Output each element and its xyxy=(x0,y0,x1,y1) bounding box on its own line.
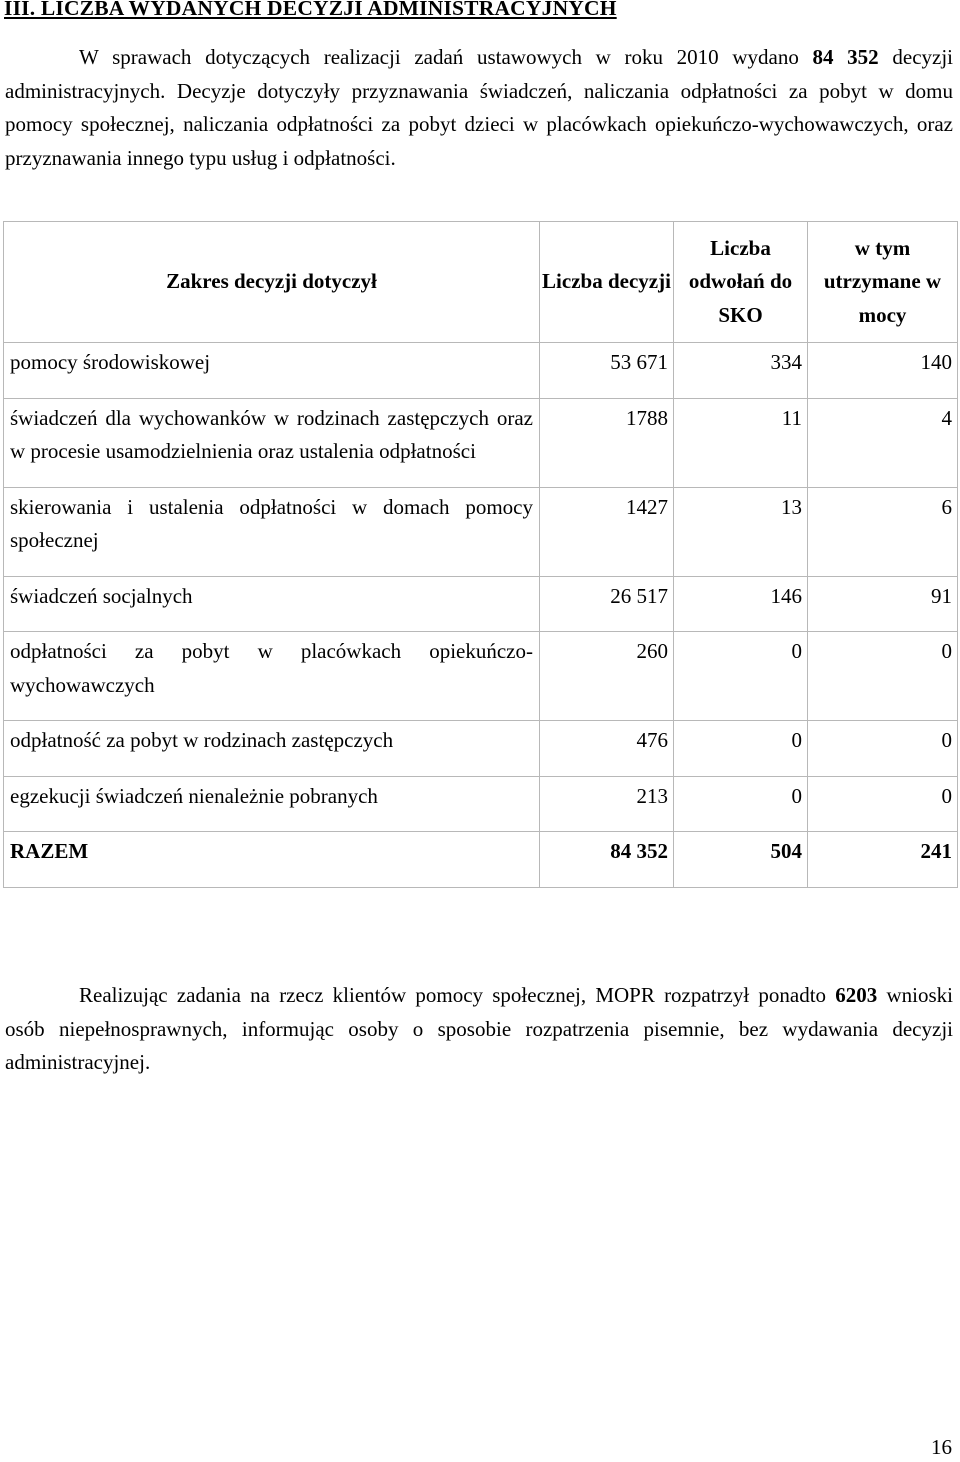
row-appeals-count: 0 xyxy=(674,632,808,721)
row-appeals-count: 0 xyxy=(674,776,808,832)
row-decision-count: 260 xyxy=(540,632,674,721)
row-range: egzekucji świadczeń nienależnie pobranych xyxy=(4,776,540,832)
row-appeals-count: 334 xyxy=(674,343,808,399)
row-range: świadczeń socjalnych xyxy=(4,576,540,632)
total-upheld-count: 241 xyxy=(808,832,958,888)
table-row xyxy=(4,487,958,576)
header-decision-count: Liczba decyzji xyxy=(540,222,674,343)
row-upheld-count: 140 xyxy=(808,343,958,399)
intro-text-before: W sprawach dotyczących realizacji zadań ustawowych w roku 2010 wydano xyxy=(79,45,799,69)
row-range: odpłatności za pobyt w placówkach opiekuńczo-wychowawczych xyxy=(4,632,540,721)
header-upheld-count: w tym utrzymane w mocy xyxy=(808,222,958,343)
closing-applications-count: 6203 xyxy=(835,983,878,1007)
table-row xyxy=(4,776,958,832)
row-range: świadczeń dla wychowanków w rodzinach zastępczych oraz w procesie usamodzielnienia oraz ustalenia odpłatności xyxy=(4,398,540,487)
row-appeals-count: 0 xyxy=(674,721,808,777)
total-label: RAZEM xyxy=(4,832,540,888)
table-row xyxy=(4,398,958,487)
row-decision-count: 476 xyxy=(540,721,674,777)
intro-total-decisions: 84 352 xyxy=(812,45,879,69)
row-appeals-count: 11 xyxy=(674,398,808,487)
header-range: Zakres decyzji dotyczył xyxy=(4,222,540,343)
table-header-row xyxy=(4,222,958,343)
closing-text-before: Realizując zadania na rzecz klientów pomocy społecznej, MOPR rozpatrzył ponadto xyxy=(79,983,827,1007)
row-decision-count: 1427 xyxy=(540,487,674,576)
intro-text-after: decyzji administracyjnych. Decyzje dotyczyły przyznawania świadczeń, naliczania odpłatności za pobyt w domu pomocy społecznej, naliczania odpłatności za pobyt dzieci w placówkach opiekuńczo-wychowawczych, oraz przyznawania innego typu usług i odpłatności. xyxy=(5,45,954,170)
row-upheld-count: 0 xyxy=(808,776,958,832)
row-decision-count: 1788 xyxy=(540,398,674,487)
table-row xyxy=(4,632,958,721)
table-row xyxy=(4,576,958,632)
intro-paragraph xyxy=(5,41,953,175)
row-upheld-count: 4 xyxy=(808,398,958,487)
section-heading: III. LICZBA WYDANYCH DECYZJI ADMINISTRACYJNYCH xyxy=(4,0,617,20)
total-decision-count: 84 352 xyxy=(540,832,674,888)
closing-text-after: wnioski osób niepełnosprawnych, informując osoby o sposobie rozpatrzenia pisemnie, bez wydawania decyzji administracyjnej. xyxy=(5,983,954,1074)
header-appeals-count: Liczba odwołań do SKO xyxy=(674,222,808,343)
row-decision-count: 26 517 xyxy=(540,576,674,632)
row-upheld-count: 0 xyxy=(808,632,958,721)
row-appeals-count: 146 xyxy=(674,576,808,632)
row-decision-count: 53 671 xyxy=(540,343,674,399)
table-row xyxy=(4,343,958,399)
row-range: pomocy środowiskowej xyxy=(4,343,540,399)
row-decision-count: 213 xyxy=(540,776,674,832)
row-range: odpłatność za pobyt w rodzinach zastępczych xyxy=(4,721,540,777)
decisions-table xyxy=(3,221,958,888)
page-number: 16 xyxy=(931,1435,952,1459)
row-upheld-count: 0 xyxy=(808,721,958,777)
row-upheld-count: 91 xyxy=(808,576,958,632)
total-appeals-count: 504 xyxy=(674,832,808,888)
row-upheld-count: 6 xyxy=(808,487,958,576)
row-range: skierowania i ustalenia odpłatności w domach pomocy społecznej xyxy=(4,487,540,576)
table-row xyxy=(4,721,958,777)
closing-paragraph xyxy=(5,979,953,1080)
table-total-row xyxy=(4,832,958,888)
row-appeals-count: 13 xyxy=(674,487,808,576)
